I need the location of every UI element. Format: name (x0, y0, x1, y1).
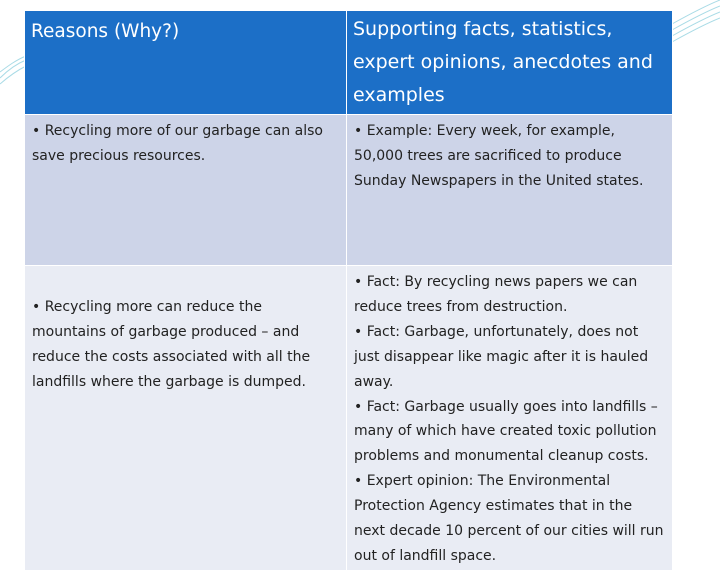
table-row (25, 266, 673, 571)
table-row (25, 115, 673, 266)
table-header-row (25, 11, 673, 115)
fact-text: • Fact: Garbage, unfortunately, does not just disappear like magic after it is hauled away. (354, 323, 649, 390)
header-reasons: Reasons (Why?) (25, 11, 347, 115)
reason-text: • Recycling more can reduce the mountains of garbage produced – and reduce the costs associated with all the landfills where the garbage is dumped. (32, 299, 311, 390)
header-supporting: Supporting facts, statistics, expert opinions, anecdotes and examples (347, 11, 673, 115)
fact-text: • Fact: By recycling news papers we can reduce trees from destruction. (354, 274, 638, 315)
reasons-facts-table (24, 10, 673, 571)
fact-text: • Example: Every week, for example, 50,000 trees are sacrificed to produce Sunday Newspapers in the United states. (354, 123, 644, 189)
fact-text: • Fact: Garbage usually goes into landfills – many of which have created toxic pollution problems and monumental cleanup costs. (354, 398, 658, 465)
fact-text: • Expert opinion: The Environmental Protection Agency estimates that in the next decade 10 percent of our cities will run out of landfill space. (354, 473, 664, 564)
reason-text: • Recycling more of our garbage can also save precious resources. (32, 123, 323, 164)
